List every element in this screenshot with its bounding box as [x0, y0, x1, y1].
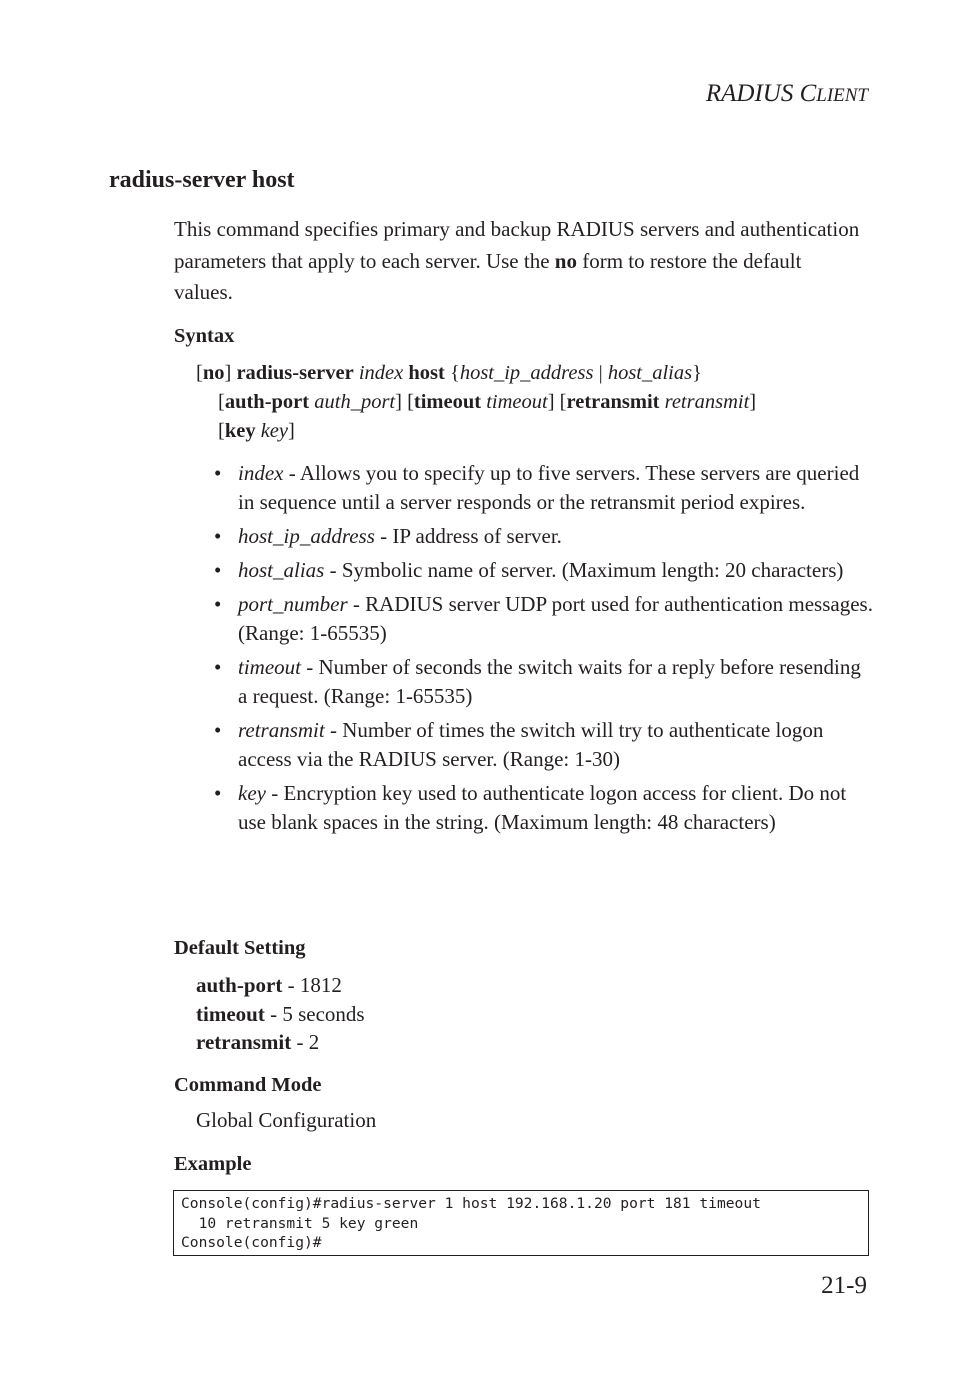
- parameter-item: • port_number - RADIUS server UDP port used for authentication messages. (Range: 1-65535): [214, 592, 873, 645]
- default-row: auth-port - 1812: [196, 973, 342, 997]
- syntax-heading: Syntax: [174, 325, 235, 347]
- command-description: This command specifies primary and backup RADIUS servers and authentication parameters that apply to each server. Use the no form to restore the default values.: [174, 217, 860, 304]
- parameter-item: • key - Encryption key used to authenticate logon access for client. Do not use blank spaces in the string. (Maximum length: 48 characters): [214, 781, 847, 834]
- parameter-item: • index - Allows you to specify up to five servers. These servers are queried in sequence until a server responds or the retransmit period expires.: [214, 461, 860, 514]
- default-row: timeout - 5 seconds: [196, 1001, 365, 1026]
- no-keyword: no: [554, 248, 577, 273]
- command-mode-value: Global Configuration: [196, 1108, 377, 1132]
- syntax-line-1: [no] radius-server index host {host_ip_address | host_alias}: [196, 362, 702, 384]
- default-setting-heading: Default Setting: [174, 937, 306, 959]
- parameter-item: • host_ip_address - IP address of server.: [214, 524, 562, 548]
- parameter-item: • retransmit - Number of times the switch will try to authenticate logon access via the RADIUS server. (Range: 1-30): [214, 718, 824, 771]
- command-mode-heading: Command Mode: [174, 1074, 322, 1096]
- parameter-item: • timeout - Number of seconds the switch waits for a reply before resending a request. (Range: 1-65535): [214, 655, 861, 708]
- code-line: Console(config)#radius-server 1 host 192.168.1.20 port 181 timeout: [181, 1195, 761, 1212]
- default-setting-list: [196, 971, 365, 1057]
- syntax-line-2: [auth-port auth_port] [timeout timeout] [retransmit retransmit]: [218, 391, 757, 413]
- syntax-block: [196, 359, 876, 446]
- code-line: Console(config)#: [181, 1234, 322, 1251]
- running-head-small-caps: LIENT: [816, 85, 868, 106]
- command-title: radius-server host: [109, 167, 295, 193]
- parameter-list: [214, 459, 874, 842]
- page-number: 21-9: [821, 1272, 867, 1299]
- running-head-main: RADIUS C: [705, 80, 817, 107]
- running-head: [706, 80, 868, 108]
- code-line: 10 retransmit 5 key green: [181, 1214, 419, 1232]
- example-code-box: [173, 1190, 869, 1256]
- example-heading: Example: [174, 1153, 252, 1175]
- syntax-line-3: [key key]: [218, 420, 295, 442]
- default-row: retransmit - 2: [196, 1030, 320, 1054]
- parameter-item: • host_alias - Symbolic name of server. (Maximum length: 20 characters): [214, 558, 844, 582]
